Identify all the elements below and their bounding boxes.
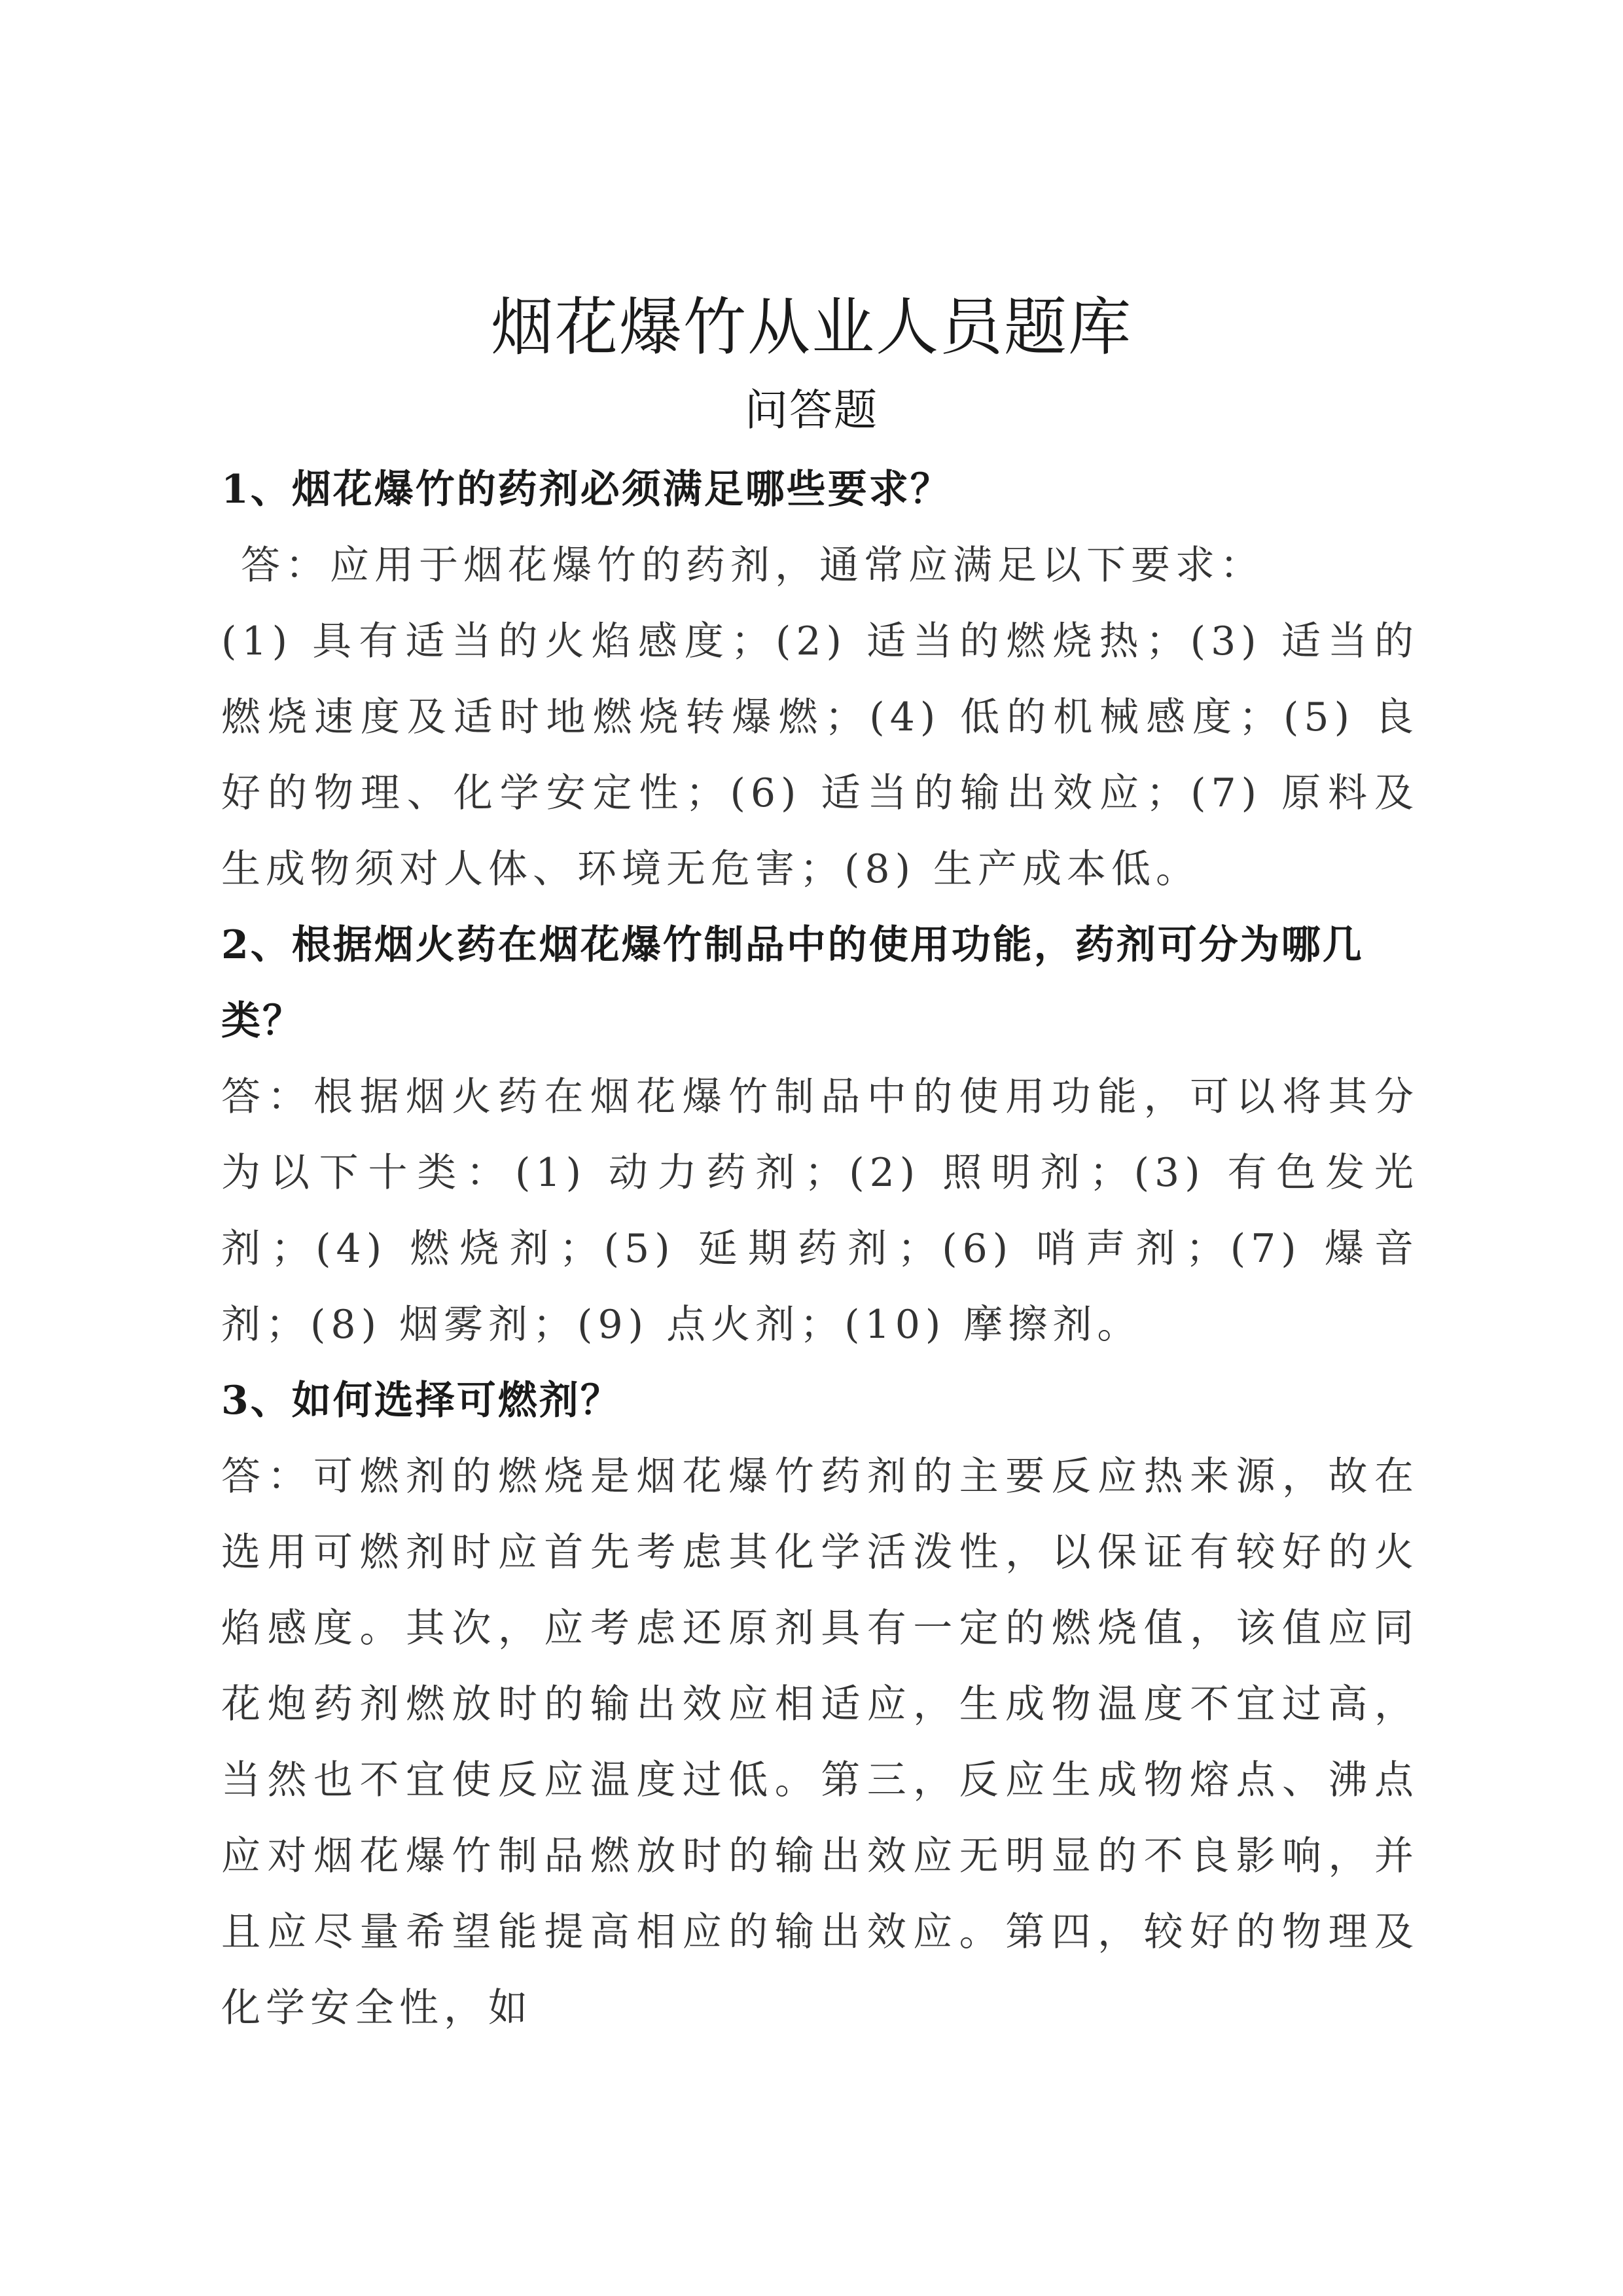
section-heading: 问答题 — [745, 385, 878, 435]
document-title: 烟花爆竹从业人员题库 — [491, 291, 1132, 364]
question-2: 2、根据烟火药在烟花爆竹制品中的使用功能，药剂可分为哪几类？ — [221, 922, 1364, 1044]
answer-1-body: (1) 具有适当的火焰感度；(2) 适当的燃烧热；(3) 适当的燃烧速度及适时地燃烧转爆燃；(4) 低的机械感度；(5) 良好的物理、化学安定性；(6) 适当的输出效应；(7) 原料及生成物须对人体、环境无危害；(8) 生产成本低。 — [221, 619, 1419, 892]
question-1: 1、烟花爆竹的药剂必须满足哪些要求？ — [221, 467, 952, 512]
answer-2-body: 答：根据烟火药在烟花爆竹制品中的使用功能，可以将其分为以下十类：(1) 动力药剂；(2) 照明剂；(3) 有色发光剂；(4) 燃烧剂；(5) 延期药剂；(6) 哨声剂；(7) 爆音剂；(8) 烟雾剂；(9) 点火剂；(10) 摩擦剂。 — [221, 1074, 1419, 1348]
question-3: 3、如何选择可燃剂？ — [221, 1378, 622, 1424]
answer-3-body: 答：可燃剂的燃烧是烟花爆竹药剂的主要反应热来源，故在选用可燃剂时应首先考虑其化学活泼性，以保证有较好的火焰感度。其次，应考虑还原剂具有一定的燃烧值，该值应同花炮药剂燃放时的输出效应相适应，生成物温度不宜过高，当然也不宜使反应温度过低。第三，反应生成物熔点、沸点应对烟花爆竹制品燃放时的输出效应无明显的不良影响，并且应尽量希望能提高相应的输出效应。第四，较好的物理及化学安全性，如 — [221, 1454, 1419, 2031]
document-body — [221, 452, 1419, 2046]
answer-1-intro: 答：应用于烟花爆竹的药剂，通常应满足以下要求： — [241, 543, 1264, 588]
